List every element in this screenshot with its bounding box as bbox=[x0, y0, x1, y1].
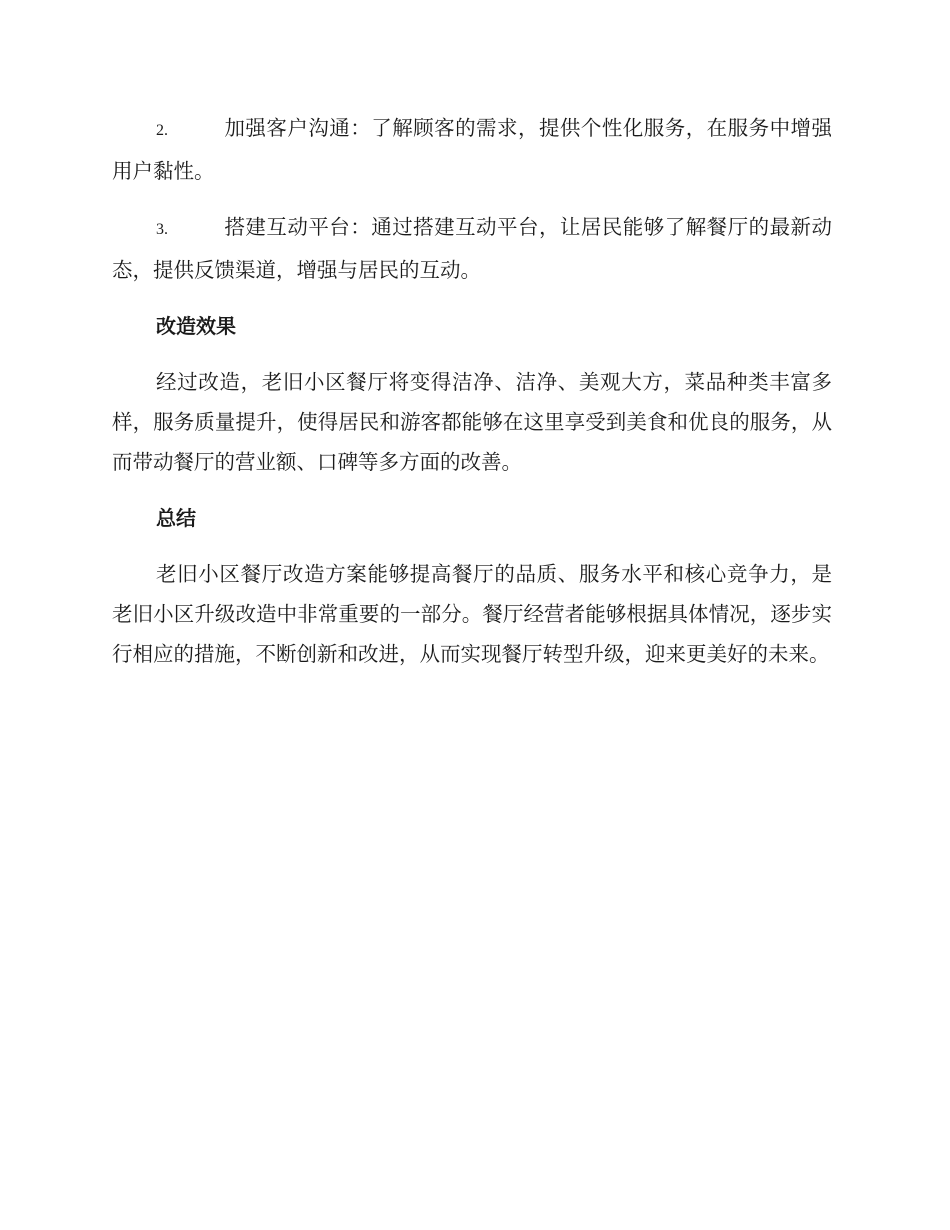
list-item-text: 搭建互动平台：通过搭建互动平台，让居民能够了解餐厅的最新动态，提供反馈渠道，增强与居民的互动。 bbox=[112, 215, 832, 282]
list-item-2 bbox=[112, 108, 832, 191]
list-item-3 bbox=[112, 207, 832, 290]
document-body bbox=[112, 108, 832, 690]
section-heading-summary: 总结 bbox=[156, 506, 196, 530]
list-number: 3. bbox=[156, 221, 168, 238]
section-paragraph-summary: 老旧小区餐厅改造方案能够提高餐厅的品质、服务水平和核心竞争力，是老旧小区升级改造中非常重要的一部分。餐厅经营者能够根据具体情况，逐步实行相应的措施，不断创新和改进，从而实现餐厅转型升级，迎来更美好的未来。 bbox=[112, 562, 832, 666]
section-paragraph-effect: 经过改造，老旧小区餐厅将变得洁净、洁净、美观大方，菜品种类丰富多样，服务质量提升，使得居民和游客都能够在这里享受到美食和优良的服务，从而带动餐厅的营业额、口碑等多方面的改善。 bbox=[112, 370, 832, 474]
list-item-text: 加强客户沟通：了解顾客的需求，提供个性化服务，在服务中增强用户黏性。 bbox=[112, 116, 832, 183]
section-heading-effect: 改造效果 bbox=[156, 314, 236, 338]
list-number: 2. bbox=[156, 122, 168, 139]
